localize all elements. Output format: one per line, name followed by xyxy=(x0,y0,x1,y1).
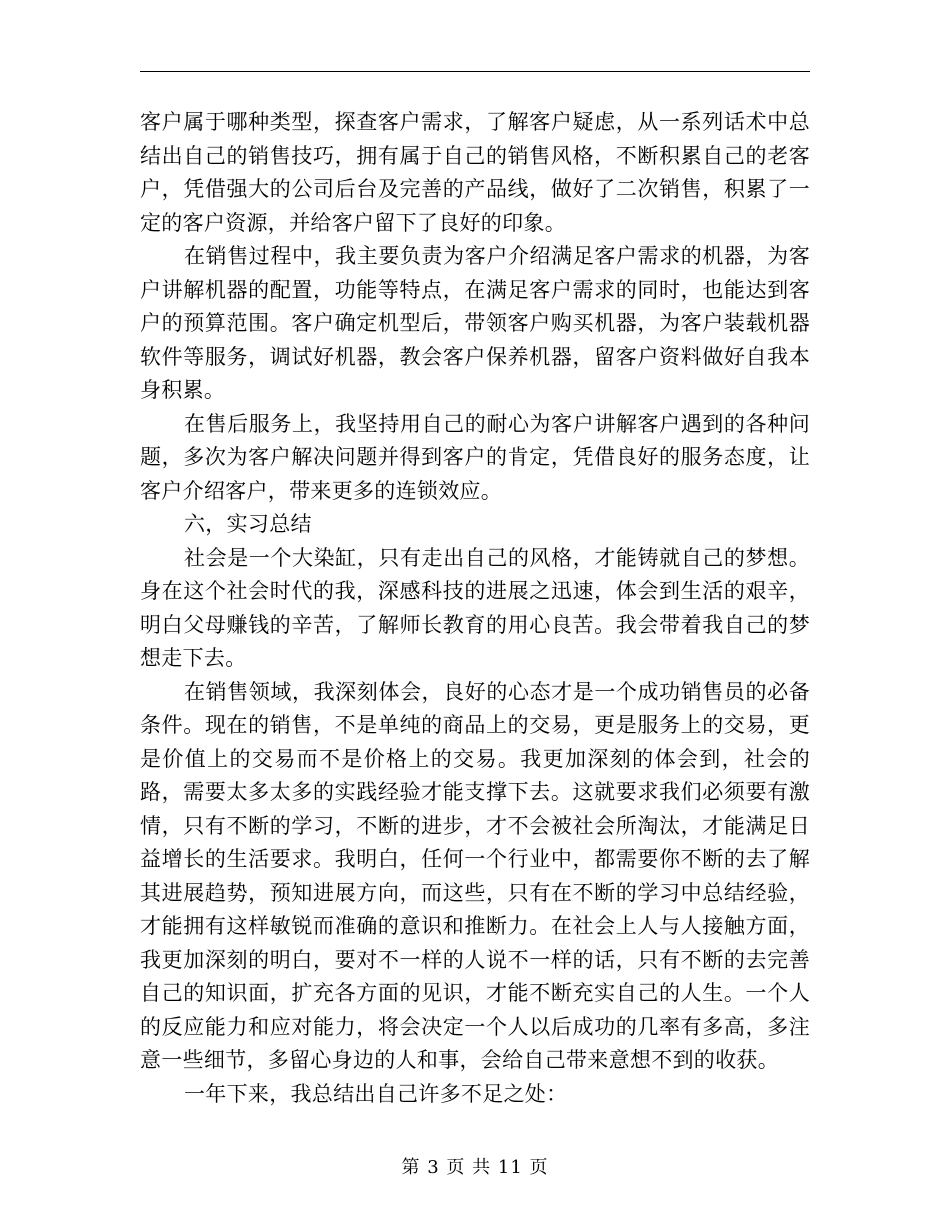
paragraph-3: 在售后服务上，我坚持用自己的耐心为客户讲解客户遇到的各种问题，多次为客户解决问题并得到客户的肯定，凭借良好的服务态度，让客户介绍客户，带来更多的连锁效应。 xyxy=(140,411,810,503)
header-rule xyxy=(140,71,810,72)
paragraph-1: 客户属于哪种类型，探查客户需求，了解客户疑虑，从一系列话术中总结出自己的销售技巧，拥有属于自己的销售风格，不断积累自己的老客户，凭借强大的公司后台及完善的产品线，做好了二次销售，积累了一定的客户资源，并给客户留下了良好的印象。 xyxy=(140,110,810,235)
total-pages-number: 11 xyxy=(497,1157,523,1178)
section-heading: 六，实习总结 xyxy=(184,512,312,536)
body-text xyxy=(140,106,810,1111)
paragraph-5: 在销售领域，我深刻体会，良好的心态才是一个成功销售员的必备条件。现在的销售，不是单纯的商品上的交易，更是服务上的交易，更是价值上的交易而不是价格上的交易。我更加深刻的体会到，社会的路，需要太多太多的实践经验才能支撑下去。这就要求我们必须要有激情，只有不断的学习，不断的进步，才不会被社会所淘汰，才能满足日益增长的生活要求。我明白，任何一个行业中，都需要你不断的去了解其进展趋势，预知进展方向，而这些，只有在不断的学习中总结经验，才能拥有这样敏锐而准确的意识和推断力。在社会上人与人接触方面，我更加深刻的明白，要对不一样的人说不一样的话，只有不断的去完善自己的知识面，扩充各方面的见识，才能不断充实自己的人生。一个人的反应能力和应对能力，将会决定一个人以后成功的几率有多高，多注意一些细节，多留心身边的人和事，会给自己带来意想不到的收获。 xyxy=(140,679,810,1072)
paragraph-2: 在销售过程中，我主要负责为客户介绍满足客户需求的机器，为客户讲解机器的配置，功能等特点，在满足客户需求的同时，也能达到客户的预算范围。客户确定机型后，带领客户购买机器，为客户装载机器软件等服务，调试好机器，教会客户保养机器，留客户资料做好自我本身积累。 xyxy=(140,244,810,402)
footer-middle: 页 共 xyxy=(446,1157,492,1178)
paragraph-6: 一年下来，我总结出自己许多不足之处： xyxy=(184,1081,568,1106)
paragraph-4: 社会是一个大染缸，只有走出自己的风格，才能铸就自己的梦想。身在这个社会时代的我，深感科技的进展之迅速，体会到生活的艰辛，明白父母赚钱的辛苦，了解师长教育的用心良苦。我会带着我自己的梦想走下去。 xyxy=(140,545,810,670)
page-footer xyxy=(0,1153,950,1179)
current-page-number: 3 xyxy=(427,1157,440,1178)
footer-prefix: 第 xyxy=(401,1157,421,1178)
footer-suffix: 页 xyxy=(529,1157,549,1178)
